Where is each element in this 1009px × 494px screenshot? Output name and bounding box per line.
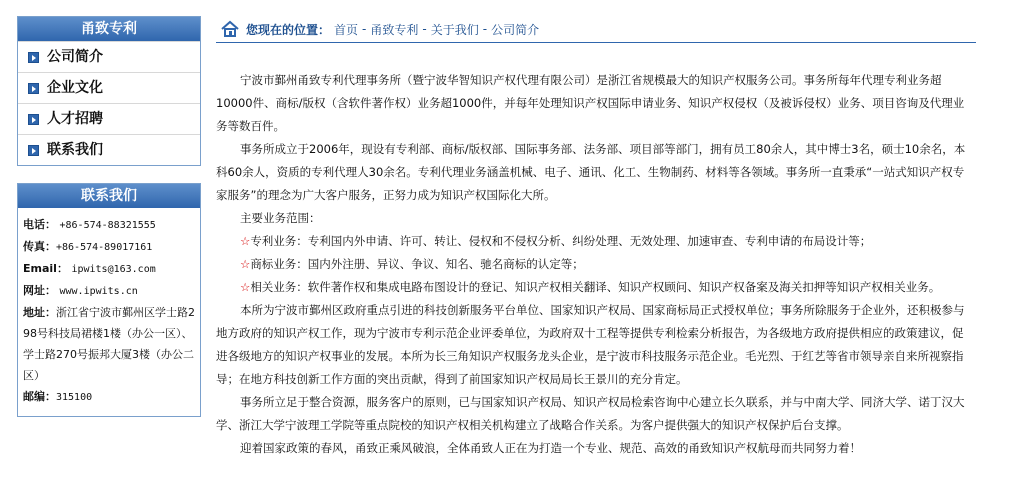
contact-box	[17, 183, 201, 417]
service-text: 专利业务：专利国内外申请、许可、转让、侵权和不侵权分析、纠纷处理、无效处理、加速审查、专利申请的布局设计等；	[250, 234, 872, 248]
breadcrumb-separator: -	[362, 22, 367, 36]
sidebar	[17, 16, 201, 417]
main-content	[216, 16, 976, 460]
email-label: Email：	[23, 262, 68, 275]
breadcrumb-separator: -	[422, 22, 427, 36]
sidebar-item-contact[interactable]	[18, 134, 200, 165]
sidebar-item-label: 公司简介	[47, 49, 103, 65]
contact-email	[23, 258, 196, 280]
contact-postcode	[23, 386, 196, 408]
sidebar-menu-title: 甬致专利	[18, 17, 200, 41]
sidebar-item-recruitment[interactable]	[18, 103, 200, 134]
article-body	[216, 43, 976, 460]
home-icon	[220, 19, 240, 39]
service-text: 商标业务：国内外注册、异议、争议、知名、驰名商标的认定等；	[250, 257, 584, 271]
postcode-label: 邮编：	[23, 390, 56, 403]
fax-value: +86-574-89017161	[56, 242, 153, 253]
postcode-value: 315100	[56, 392, 93, 403]
star-icon: ☆	[240, 280, 251, 294]
article-paragraph: 宁波市鄞州甬致专利代理事务所（暨宁波华智知识产权代理有限公司）是浙江省规模最大的知识产权服务公司。事务所每年代理专利业务超10000件、商标/版权（含软件著作权）业务超1000件，并每年处理知识产权国际申请业务、知识产权侵权（及被诉侵权）业务、项目咨询及代理业务等数百件。	[216, 73, 965, 133]
phone-label: 电话：	[23, 218, 56, 231]
arrow-bullet-icon	[28, 83, 39, 94]
sidebar-item-label: 人才招聘	[47, 111, 103, 127]
scope-heading: 主要业务范围：	[240, 211, 321, 225]
star-icon: ☆	[240, 234, 251, 248]
contact-address	[23, 302, 196, 386]
breadcrumb	[216, 16, 976, 43]
email-value[interactable]: ipwits@163.com	[71, 264, 156, 275]
article-paragraph: 迎着国家政策的春风，甬致正乘风破浪，全体甬致人正在为打造一个专业、规范、高效的甬致知识产权航母而共同努力着！	[240, 441, 861, 455]
breadcrumb-separator: -	[482, 22, 488, 36]
sidebar-item-label: 企业文化	[47, 80, 103, 96]
web-link[interactable]: www.ipwits.cn	[59, 286, 138, 297]
contact-phone	[23, 214, 196, 236]
breadcrumb-home-link[interactable]: 首页	[334, 22, 359, 37]
sidebar-item-label: 联系我们	[47, 142, 103, 158]
breadcrumb-about-link[interactable]: 关于我们	[430, 22, 479, 37]
arrow-bullet-icon	[28, 114, 39, 125]
star-icon: ☆	[240, 257, 251, 271]
service-item	[216, 253, 968, 276]
sidebar-menu-box	[17, 16, 201, 166]
sidebar-item-culture[interactable]	[18, 72, 200, 103]
contact-web	[23, 280, 196, 302]
contact-fax	[23, 236, 196, 258]
article-paragraph: 事务所立足于整合资源，服务客户的原则，已与国家知识产权局、知识产权局检索咨询中心建立长久联系，并与中南大学、同济大学、诺丁汉大学、浙江大学宁波理工学院等重点院校的知识产权相关机构建立了战略合作关系。为客户提供强大的知识产权保护后台支撑。	[216, 395, 965, 432]
sidebar-item-company-intro[interactable]	[18, 41, 200, 72]
fax-label: 传真：	[23, 240, 56, 253]
article-paragraph: 本所为宁波市鄞州区政府重点引进的科技创新服务平台单位、国家知识产权局、国家商标局正式授权单位；事务所除服务于企业外，还积极参与地方政府的知识产权工作，现为宁波市专利示范企业评委单位，为政府双十工程等提供专利检索分析报告，为各级地方政府提供相应的政策建议，促进各级地方的知识产权事业的发展。本所为长三角知识产权服务龙头企业，是宁波市科技服务示范企业。毛光烈、于红艺等省市领导亲自来所视察指导；在地方科技创新工作方面的突出贡献，得到了前国家知识产权局局长王景川的充分肯定。	[216, 303, 965, 386]
arrow-bullet-icon	[28, 145, 39, 156]
service-item	[216, 276, 968, 299]
breadcrumb-current[interactable]: 公司简介	[491, 22, 540, 37]
contact-title: 联系我们	[18, 184, 200, 208]
phone-value: +86-574-88321555	[59, 220, 156, 231]
address-value: 浙江省宁波市鄞州区学士路298号科技局裙楼1楼（办公一区）、学士路270号振邦大厦3楼（办公二区）	[23, 306, 195, 382]
service-text: 相关业务：软件著作权和集成电路布图设计的登记、知识产权相关翻译、知识产权顾问、知识产权备案及海关扣押等知识产权相关业务。	[250, 280, 941, 294]
article-paragraph: 事务所成立于2006年，现设有专利部、商标/版权部、国际事务部、法务部、项目部等部门，拥有员工80余人，其中博士3名，硕士10余名，本科60余人，资质的专利代理人30余名。专利代理业务涵盖机械、电子、通讯、化工、生物制药、材料等各领域。事务所一直秉承“一站式知识产权专家服务”的理念为广大客户服务，正努力成为知识产权国际化大所。	[216, 142, 966, 202]
breadcrumb-lead: 您现在的位置：	[246, 22, 331, 37]
web-label: 网址：	[23, 284, 56, 297]
service-item	[216, 230, 968, 253]
breadcrumb-patent-link[interactable]: 甬致专利	[370, 22, 419, 37]
contact-info	[18, 208, 200, 416]
address-label: 地址：	[23, 306, 56, 319]
arrow-bullet-icon	[28, 52, 39, 63]
